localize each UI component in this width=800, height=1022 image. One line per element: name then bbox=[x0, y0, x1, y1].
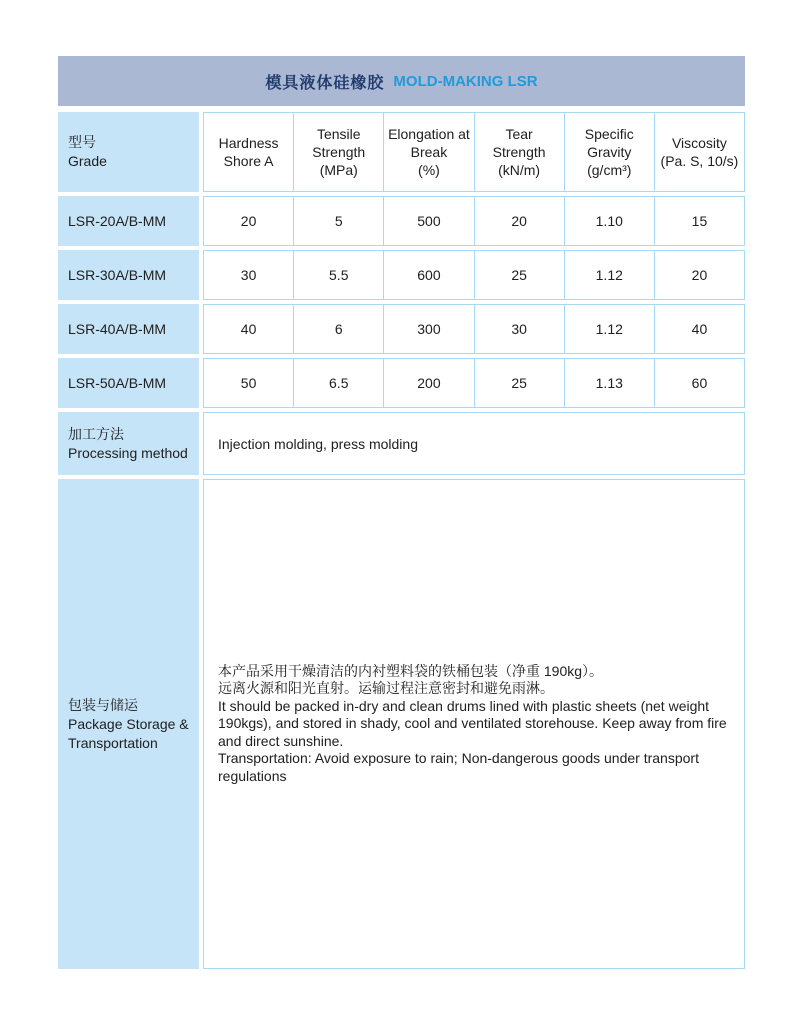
value-cell: 30 bbox=[204, 251, 294, 299]
value-cell: 5.5 bbox=[294, 251, 384, 299]
value-cell: 5 bbox=[294, 197, 384, 245]
value-cell: 60 bbox=[691, 375, 708, 391]
grade-cell: LSR-50A/B-MM bbox=[58, 358, 199, 408]
value-cell: 25 bbox=[475, 359, 565, 407]
value-cell: 6.5 bbox=[294, 359, 384, 407]
table-row bbox=[58, 358, 745, 408]
column-header-hardness: Hardness Shore A bbox=[204, 113, 294, 191]
processing-method-row bbox=[58, 412, 745, 475]
package-text-line-zh-1: 本产品采用干燥清洁的内衬塑料袋的铁桶包装（净重 190kg）。 bbox=[218, 662, 604, 679]
package-text-line-en-2: Transportation: Avoid exposure to rain; Non-dangerous goods under transport regulations bbox=[218, 750, 699, 784]
grade-header-cell bbox=[58, 112, 199, 192]
value-cell: 30 bbox=[475, 305, 565, 353]
column-header-gravity: Specific Gravity (g/cm³) bbox=[565, 113, 655, 191]
grade-header-zh: 型号 bbox=[68, 134, 96, 150]
package-text-line-en-1: It should be packed in-dry and clean drums lined with plastic sheets (net weight 190kgs), and stored in shady, cool and ventilated storehouse. Keep away from fire and direct sunshine. bbox=[218, 697, 727, 749]
table-row bbox=[58, 250, 745, 300]
value-cell: 25 bbox=[475, 251, 565, 299]
grade-cell: LSR-20A/B-MM bbox=[58, 196, 199, 246]
title-bar bbox=[58, 56, 745, 106]
value-cell: 1.10 bbox=[565, 197, 655, 245]
processing-method-label: 加工方法 Processing method bbox=[58, 412, 199, 475]
grade-cell: LSR-40A/B-MM bbox=[58, 304, 199, 354]
package-text-line-zh-2: 远离火源和阳光直射。运输过程注意密封和避免雨淋。 bbox=[218, 680, 554, 697]
value-cell: 6 bbox=[294, 305, 384, 353]
value-cell: 1.12 bbox=[565, 251, 655, 299]
package-storage-label: 包装与储运 Package Storage & Transportation bbox=[58, 479, 199, 969]
column-header-elongation: Elongation at Break (%) bbox=[384, 113, 474, 191]
value-cell: 40 bbox=[204, 305, 294, 353]
product-title-zh: 模具液体硅橡胶 bbox=[265, 74, 385, 92]
column-header-tear: Tear Strength (kN/m) bbox=[475, 113, 565, 191]
column-header-viscosity: Viscosity (Pa. S, 10/s) bbox=[660, 135, 739, 169]
value-cell: 20 bbox=[475, 197, 565, 245]
column-header-tensile: Tensile Strength (MPa) bbox=[294, 113, 384, 191]
value-cell: 20 bbox=[691, 267, 708, 283]
value-cell: 15 bbox=[691, 213, 708, 229]
column-headers bbox=[203, 112, 745, 192]
table-row bbox=[58, 196, 745, 246]
table-header-row bbox=[58, 112, 745, 192]
package-storage-row bbox=[58, 479, 745, 969]
grade-cell: LSR-30A/B-MM bbox=[58, 250, 199, 300]
value-cell: 500 bbox=[384, 197, 474, 245]
package-storage-text bbox=[203, 479, 745, 969]
value-cell: 300 bbox=[384, 305, 474, 353]
value-cell: 600 bbox=[384, 251, 474, 299]
processing-method-value: Injection molding, press molding bbox=[203, 412, 745, 475]
grade-header-en: Grade bbox=[68, 153, 107, 169]
value-cell: 200 bbox=[384, 359, 474, 407]
value-cell: 20 bbox=[204, 197, 294, 245]
value-cell: 1.12 bbox=[565, 305, 655, 353]
spec-table bbox=[58, 56, 745, 973]
value-cell: 1.13 bbox=[565, 359, 655, 407]
table-row bbox=[58, 304, 745, 354]
value-cell: 40 bbox=[691, 321, 708, 337]
product-title-en: MOLD-MAKING LSR bbox=[393, 72, 538, 90]
value-cell: 50 bbox=[204, 359, 294, 407]
